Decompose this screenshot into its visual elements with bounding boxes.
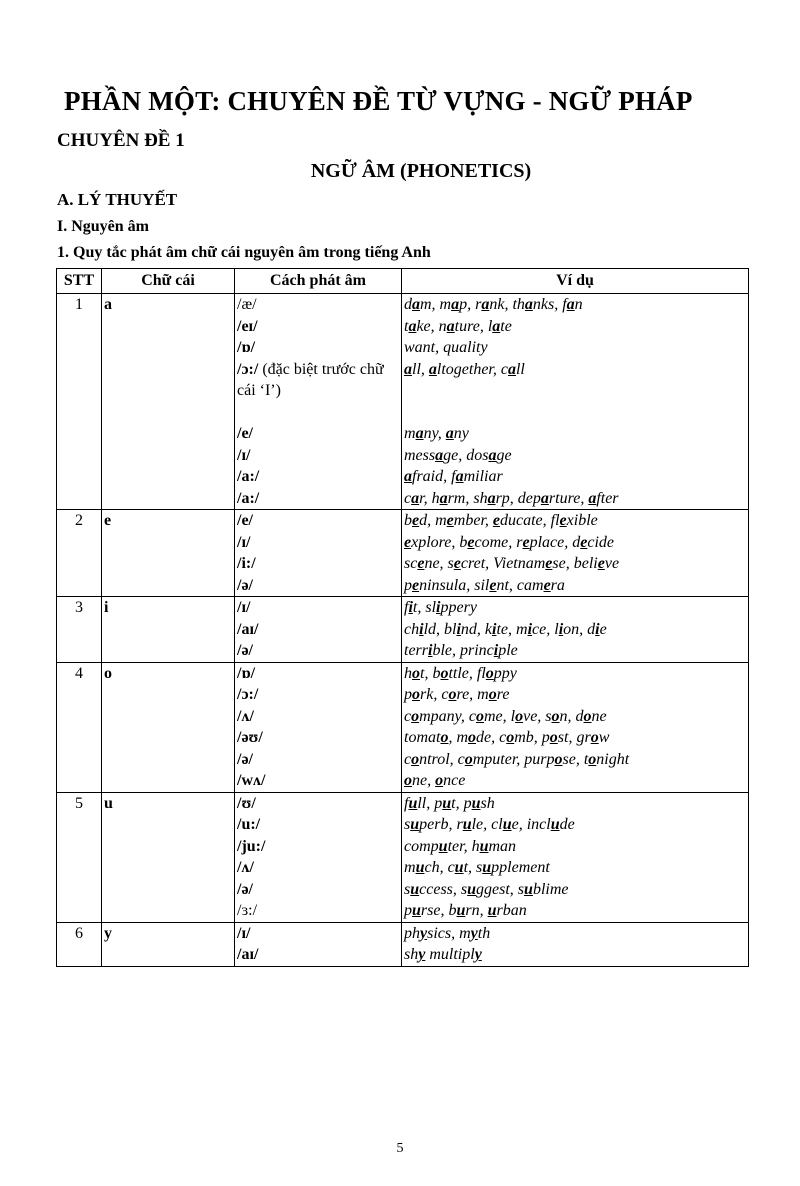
example-line: peninsula, silent, camera bbox=[404, 576, 565, 594]
ipa-symbol: /u:/ bbox=[237, 816, 261, 833]
row-number: 6 bbox=[57, 922, 102, 966]
ipa-symbol: /ɜ:/ bbox=[237, 902, 258, 919]
ipa-symbol: /wʌ/ bbox=[237, 772, 266, 789]
pronunciation-line bbox=[237, 488, 399, 510]
page-number: 5 bbox=[396, 1141, 404, 1156]
example-line bbox=[404, 402, 746, 424]
pronunciation-line bbox=[237, 553, 399, 575]
pronunciation-line bbox=[237, 575, 399, 597]
table-row bbox=[57, 922, 749, 966]
ipa-symbol: /e/ bbox=[237, 512, 253, 529]
example-line: fit, slippery bbox=[404, 599, 477, 616]
ipa-symbol: /i:/ bbox=[237, 555, 256, 572]
pronunciation-cell bbox=[235, 294, 402, 510]
ipa-symbol: /eɪ/ bbox=[237, 317, 258, 335]
example-line: car, harm, sharp, departure, after bbox=[404, 489, 619, 507]
example-line: superb, rule, clue, include bbox=[404, 816, 575, 833]
pronunciation-line bbox=[237, 316, 399, 338]
header-pronunciation: Cách phát âm bbox=[235, 269, 402, 294]
ipa-symbol: /aɪ/ bbox=[237, 946, 259, 963]
ipa-symbol: /ɪ/ bbox=[237, 599, 251, 616]
section-1-heading: I. Nguyên âm bbox=[57, 218, 150, 235]
vowel-pronunciation-table bbox=[56, 268, 749, 967]
example-line: all, altogether, call bbox=[404, 360, 525, 378]
header-examples: Ví dụ bbox=[402, 269, 749, 294]
ipa-symbol: /ɪ/ bbox=[237, 533, 251, 551]
pronunciation-cell bbox=[235, 597, 402, 663]
section-a-heading: A. LÝ THUYẾT bbox=[57, 190, 178, 209]
ipa-symbol: /ɒ/ bbox=[237, 339, 256, 356]
ipa-symbol: /ə/ bbox=[237, 576, 253, 594]
pronunciation-line bbox=[237, 402, 399, 424]
ipa-symbol: /a:/ bbox=[237, 489, 260, 507]
vowel-letter: a bbox=[102, 294, 235, 510]
pronunciation-note: (đặc biệt trước chữ cái ‘I’) bbox=[237, 360, 384, 399]
pronunciation-line bbox=[237, 640, 399, 662]
ipa-symbol: /ʊ/ bbox=[237, 794, 256, 812]
ipa-symbol: /əʊ/ bbox=[237, 729, 263, 746]
pronunciation-line bbox=[237, 944, 399, 966]
pronunciation-cell bbox=[235, 662, 402, 792]
pronunciation-line bbox=[237, 294, 399, 316]
pronunciation-line bbox=[237, 663, 399, 685]
chapter-heading: CHUYÊN ĐỀ 1 bbox=[57, 130, 185, 151]
example-line: much, cut, supplement bbox=[404, 859, 550, 876]
ipa-symbol: /ɒ/ bbox=[237, 664, 256, 682]
example-line: company, come, love, son, done bbox=[404, 707, 607, 725]
ipa-symbol: /ʌ/ bbox=[237, 859, 254, 876]
vowel-letter: o bbox=[102, 662, 235, 792]
ipa-symbol: /ɔ:/ bbox=[237, 686, 259, 703]
example-line: message, dosage bbox=[404, 446, 512, 464]
pronunciation-line bbox=[237, 445, 399, 467]
ipa-symbol: /ɔ:/ bbox=[237, 360, 259, 378]
examples-cell bbox=[402, 294, 749, 510]
pronunciation-line bbox=[237, 814, 399, 836]
pronunciation-line bbox=[237, 900, 399, 922]
example-line: pork, core, more bbox=[404, 686, 510, 703]
example-line: want, quality bbox=[404, 339, 488, 356]
pronunciation-line bbox=[237, 857, 399, 879]
example-line: one, once bbox=[404, 772, 466, 789]
pronunciation-line bbox=[237, 510, 399, 532]
ipa-symbol: /ə/ bbox=[237, 880, 253, 898]
pronunciation-line bbox=[237, 619, 399, 641]
section-1-1-heading: 1. Quy tắc phát âm chữ cái nguyên âm trong tiếng Anh bbox=[57, 244, 431, 261]
pronunciation-cell bbox=[235, 922, 402, 966]
ipa-symbol: /e/ bbox=[237, 425, 253, 442]
row-number: 4 bbox=[57, 662, 102, 792]
example-line: take, nature, late bbox=[404, 317, 512, 335]
example-line: afraid, familiar bbox=[404, 468, 503, 485]
ipa-symbol: /a:/ bbox=[237, 468, 260, 485]
example-line: scene, secret, Vietnamese, believe bbox=[404, 555, 620, 572]
example-line: success, suggest, sublime bbox=[404, 880, 569, 898]
header-letter: Chữ cái bbox=[102, 269, 235, 294]
pronunciation-cell bbox=[235, 510, 402, 597]
examples-cell bbox=[402, 922, 749, 966]
topic-heading: NGỮ ÂM (PHONETICS) bbox=[310, 160, 532, 182]
table-body bbox=[57, 294, 749, 967]
pronunciation-line bbox=[237, 923, 399, 945]
pronunciation-line bbox=[237, 684, 399, 706]
row-number: 2 bbox=[57, 510, 102, 597]
ipa-symbol: /ɪ/ bbox=[237, 924, 251, 942]
example-line: tomato, mode, comb, post, grow bbox=[404, 729, 610, 746]
vowel-letter: y bbox=[102, 922, 235, 966]
example-line: many, any bbox=[404, 425, 469, 442]
vowel-letter: i bbox=[102, 597, 235, 663]
pronunciation-line bbox=[237, 770, 399, 792]
pronunciation-line bbox=[237, 466, 399, 488]
example-line: control, computer, purpose, tonight bbox=[404, 750, 630, 768]
example-line: dam, map, rank, thanks, fan bbox=[404, 296, 583, 313]
example-line: child, blind, kite, mice, lion, die bbox=[404, 620, 607, 638]
table-row bbox=[57, 597, 749, 663]
pronunciation-line bbox=[237, 793, 399, 815]
ipa-symbol: /ju:/ bbox=[237, 837, 266, 855]
pronunciation-line bbox=[237, 706, 399, 728]
pronunciation-line bbox=[237, 836, 399, 858]
ipa-symbol: /aɪ/ bbox=[237, 620, 259, 638]
examples-cell bbox=[402, 597, 749, 663]
vowel-letter: u bbox=[102, 792, 235, 922]
vowel-letter: e bbox=[102, 510, 235, 597]
ipa-symbol: /ɪ/ bbox=[237, 446, 251, 464]
pronunciation-line bbox=[237, 749, 399, 771]
example-line: physics, myth bbox=[404, 924, 491, 942]
table-row bbox=[57, 294, 749, 510]
example-line: full, put, push bbox=[404, 794, 495, 812]
table-row bbox=[57, 662, 749, 792]
table-row bbox=[57, 792, 749, 922]
header-stt: STT bbox=[57, 269, 102, 294]
example-line: terrible, principle bbox=[404, 642, 518, 659]
row-number: 5 bbox=[57, 792, 102, 922]
row-number: 1 bbox=[57, 294, 102, 510]
examples-cell bbox=[402, 510, 749, 597]
pronunciation-line bbox=[237, 359, 399, 402]
table-header-row bbox=[57, 269, 749, 294]
example-line: hot, bottle, floppy bbox=[404, 664, 517, 682]
row-number: 3 bbox=[57, 597, 102, 663]
examples-cell bbox=[402, 792, 749, 922]
pronunciation-cell bbox=[235, 792, 402, 922]
pronunciation-line bbox=[237, 423, 399, 445]
example-line: shy multiply bbox=[404, 946, 482, 963]
pronunciation-line bbox=[237, 879, 399, 901]
examples-cell bbox=[402, 662, 749, 792]
ipa-symbol: /ə/ bbox=[237, 642, 253, 659]
ipa-symbol: /ʌ/ bbox=[237, 707, 254, 725]
pronunciation-line bbox=[237, 532, 399, 554]
page-title: PHẦN MỘT: CHUYÊN ĐỀ TỪ VỰNG - NGỮ PHÁP bbox=[64, 86, 693, 116]
ipa-symbol: /ə/ bbox=[237, 750, 253, 768]
pronunciation-line bbox=[237, 597, 399, 619]
ipa-symbol: /æ/ bbox=[237, 296, 257, 313]
example-line: computer, human bbox=[404, 837, 517, 855]
pronunciation-line bbox=[237, 727, 399, 749]
example-line: purse, burn, urban bbox=[404, 902, 527, 919]
example-line: explore, become, replace, decide bbox=[404, 533, 615, 551]
pronunciation-line bbox=[237, 337, 399, 359]
table-row bbox=[57, 510, 749, 597]
example-line: bed, member, educate, flexible bbox=[404, 512, 598, 529]
